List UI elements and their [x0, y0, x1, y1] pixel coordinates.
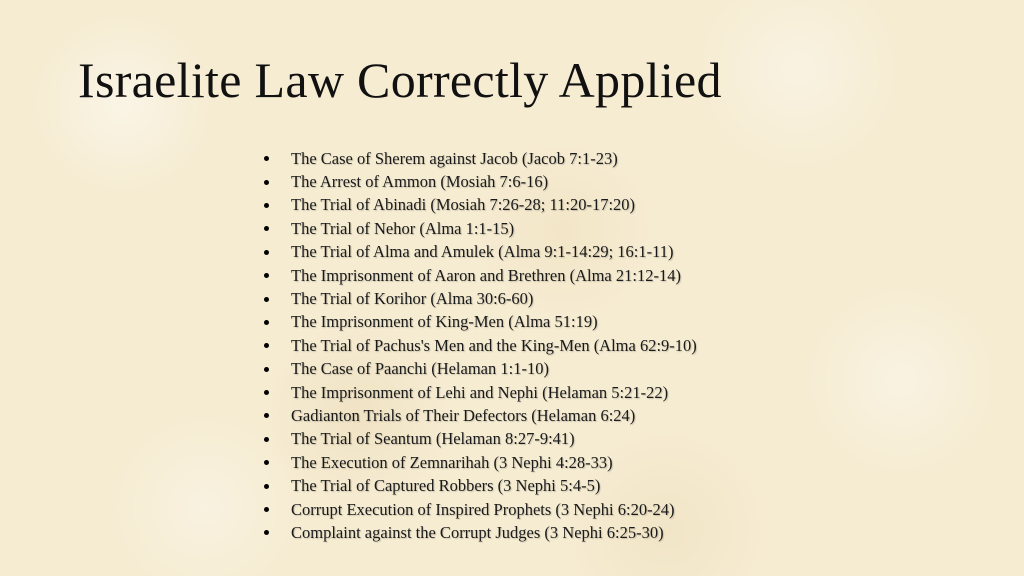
bullet-icon — [264, 250, 269, 255]
bullet-icon — [264, 413, 269, 418]
list-item-text: The Imprisonment of Aaron and Brethren (Alma 21:12-14) — [291, 265, 681, 285]
list-item-text: The Execution of Zemnarihah (3 Nephi 4:28-33) — [291, 452, 613, 472]
bullet-icon — [264, 297, 269, 302]
list-item — [262, 311, 697, 334]
list-item-text: Corrupt Execution of Inspired Prophets (3 Nephi 6:20-24) — [291, 499, 675, 519]
case-list — [262, 147, 697, 545]
list-item — [262, 358, 697, 381]
bullet-icon — [264, 367, 269, 372]
list-item-text: The Trial of Nehor (Alma 1:1-15) — [291, 218, 515, 238]
list-item — [262, 451, 697, 474]
list-item-text: The Imprisonment of Lehi and Nephi (Helaman 5:21-22) — [291, 382, 669, 402]
bullet-icon — [264, 226, 269, 231]
list-item-text: The Arrest of Ammon (Mosiah 7:6-16) — [291, 172, 549, 192]
list-item-text: The Case of Paanchi (Helaman 1:1-10) — [291, 359, 549, 379]
list-item-text: The Trial of Abinadi (Mosiah 7:26-28; 11:20-17:20) — [291, 195, 636, 215]
bullet-icon — [264, 203, 269, 208]
list-item — [262, 381, 697, 404]
list-item — [262, 334, 697, 357]
list-item-text: The Imprisonment of King-Men (Alma 51:19) — [291, 312, 598, 332]
bullet-icon — [264, 390, 269, 395]
bullet-icon — [264, 273, 269, 278]
list-item — [262, 217, 697, 240]
list-item — [262, 498, 697, 521]
bullet-icon — [264, 484, 269, 489]
list-item — [262, 241, 697, 264]
bullet-icon — [264, 437, 269, 442]
bullet-icon — [264, 507, 269, 512]
bullet-icon — [264, 530, 269, 535]
bullet-icon — [264, 156, 269, 161]
list-item-text: The Trial of Alma and Amulek (Alma 9:1-14:29; 16:1-11) — [291, 242, 674, 262]
list-item-text: Gadianton Trials of Their Defectors (Helaman 6:24) — [291, 405, 636, 425]
list-item-text: The Case of Sherem against Jacob (Jacob 7:1-23) — [291, 148, 618, 168]
list-item-text: The Trial of Captured Robbers (3 Nephi 5:4-5) — [291, 476, 601, 496]
list-item — [262, 194, 697, 217]
list-item-text: The Trial of Pachus's Men and the King-Men (Alma 62:9-10) — [291, 335, 697, 355]
bullet-icon — [264, 460, 269, 465]
list-item — [262, 474, 697, 497]
list-item-text: The Trial of Korihor (Alma 30:6-60) — [291, 289, 534, 309]
list-item — [262, 147, 697, 170]
list-item — [262, 170, 697, 193]
list-item — [262, 287, 697, 310]
list-item — [262, 521, 697, 544]
bullet-icon — [264, 320, 269, 325]
list-item-text: The Trial of Seantum (Helaman 8:27-9:41) — [291, 429, 575, 449]
list-item — [262, 264, 697, 287]
list-item — [262, 404, 697, 427]
bullet-icon — [264, 343, 269, 348]
slide-title: Israelite Law Correctly Applied — [78, 52, 722, 108]
list-item — [262, 428, 697, 451]
list-item-text: Complaint against the Corrupt Judges (3 Nephi 6:25-30) — [291, 522, 664, 542]
bullet-icon — [264, 180, 269, 185]
